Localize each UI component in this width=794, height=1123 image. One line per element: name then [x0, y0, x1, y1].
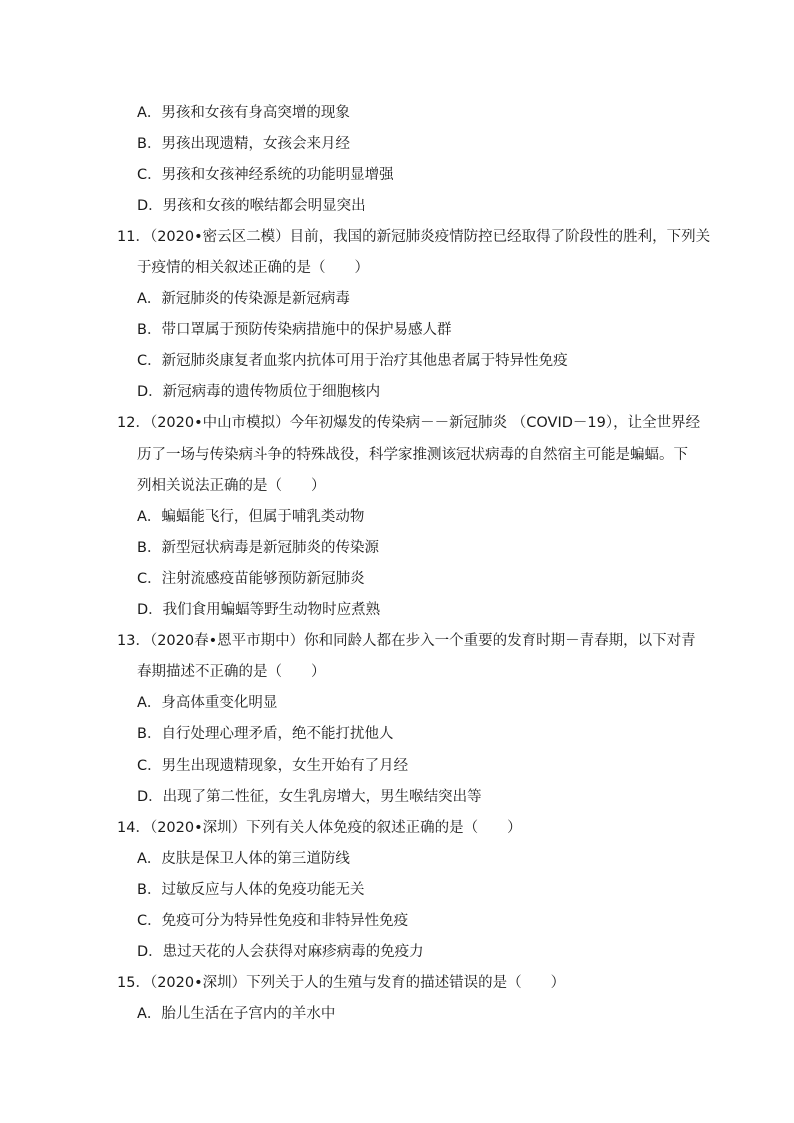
q12-stem-line-1: 12．（2020•中山市模拟）今年初爆发的传染病－－新冠肺炎 （COVID－19），让全世界经	[117, 415, 701, 431]
q14-stem-line-1: 14．（2020•深圳）下列有关人体免疫的叙述正确的是（ ）	[117, 820, 522, 836]
q12-option-b: B．新型冠状病毒是新冠肺炎的传染源	[137, 540, 379, 556]
q11-stem-line-2: 于疫情的相关叙述正确的是（ ）	[137, 260, 369, 276]
q11-stem-line-1: 11．（2020•密云区二模）目前，我国的新冠肺炎疫情防控已经取得了阶段性的胜利，下列关	[117, 229, 711, 245]
q11-option-c: C．新冠肺炎康复者血浆内抗体可用于治疗其他患者属于特异性免疫	[137, 353, 568, 369]
q10-option-c: C．男孩和女孩神经系统的功能明显增强	[137, 167, 394, 183]
q11-option-d: D．新冠病毒的遗传物质位于细胞核内	[137, 384, 381, 400]
q12-option-d: D．我们食用蝙蝠等野生动物时应煮熟	[137, 602, 381, 618]
q14-option-d: D．患过天花的人会获得对麻疹病毒的免疫力	[137, 944, 424, 960]
q13-option-b: B．自行处理心理矛盾，绝不能打扰他人	[137, 726, 394, 742]
q11-option-b: B．带口罩属于预防传染病措施中的保护易感人群	[137, 322, 452, 338]
q15-option-a: A．胎儿生活在子宫内的羊水中	[137, 1006, 336, 1022]
q13-stem-line-1: 13．（2020春•恩平市期中）你和同龄人都在步入一个重要的发育时期－青春期，以下对青	[117, 633, 696, 649]
q13-option-c: C．男生出现遗精现象，女生开始有了月经	[137, 758, 409, 774]
q12-stem-line-2: 历了一场与传染病斗争的特殊战役，科学家推测该冠状病毒的自然宿主可能是蝙蝠。下	[137, 447, 688, 463]
q13-stem-line-2: 春期描述不正确的是（ ）	[137, 664, 326, 680]
q11-option-a: A．新冠肺炎的传染源是新冠病毒	[137, 291, 350, 307]
q10-option-b: B．男孩出现遗精，女孩会来月经	[137, 136, 350, 152]
q13-option-d: D．出现了第二性征，女生乳房增大，男生喉结突出等	[137, 789, 482, 805]
q12-option-c: C．注射流感疫苗能够预防新冠肺炎	[137, 571, 365, 587]
q15-stem-line-1: 15．（2020•深圳）下列关于人的生殖与发育的描述错误的是（ ）	[117, 975, 566, 991]
q14-option-c: C．免疫可分为特异性免疫和非特异性免疫	[137, 913, 409, 929]
q12-option-a: A．蝙蝠能飞行，但属于哺乳类动物	[137, 509, 365, 525]
q13-option-a: A．身高体重变化明显	[137, 695, 278, 711]
q10-option-a: A．男孩和女孩有身高突增的现象	[137, 105, 350, 121]
q10-option-d: D．男孩和女孩的喉结都会明显突出	[137, 198, 366, 214]
q12-stem-line-3: 列相关说法正确的是（ ）	[137, 478, 326, 494]
q14-option-a: A．皮肤是保卫人体的第三道防线	[137, 851, 350, 867]
q14-option-b: B．过敏反应与人体的免疫功能无关	[137, 882, 365, 898]
